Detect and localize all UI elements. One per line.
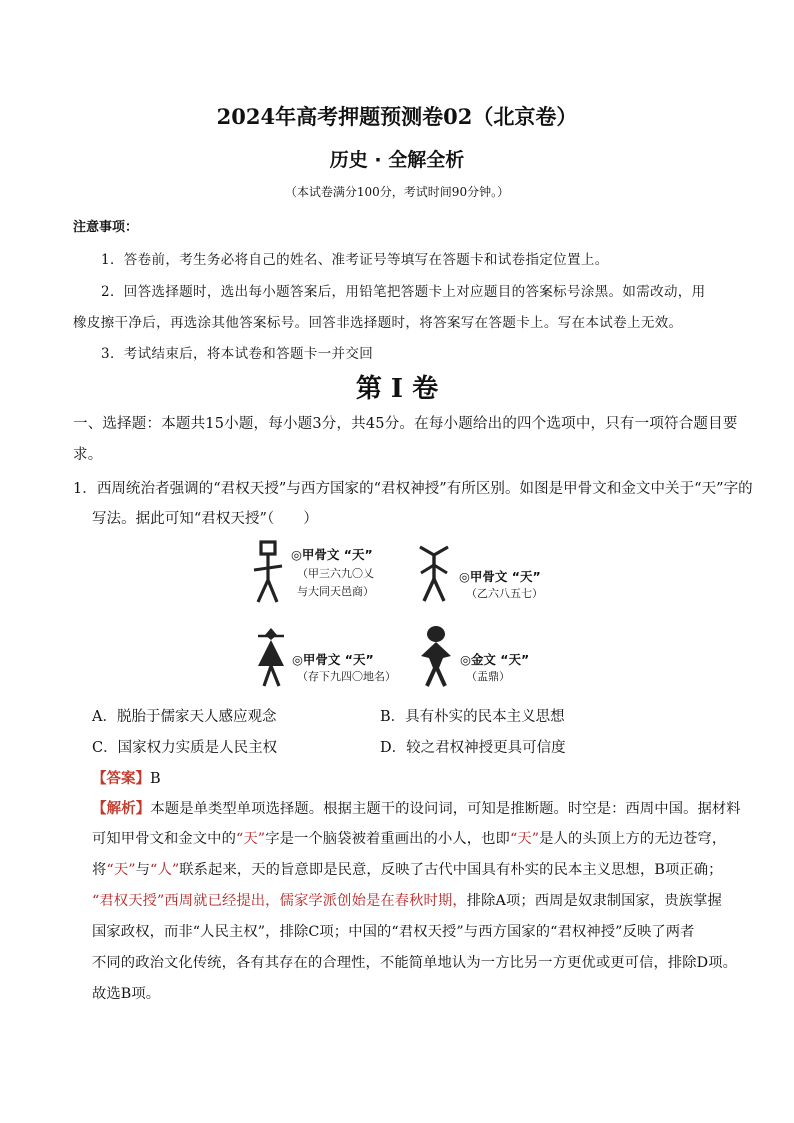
analysis-line-1: 【解析】本题是单类型单项选择题。根据主题干的设问词，可知是推断题。时空是：西周中国。据材料 bbox=[92, 800, 741, 817]
glyph-4-caption: ◎金文 “天” bbox=[460, 652, 530, 667]
glyph-4-source: （盂鼎） bbox=[466, 670, 510, 683]
analysis-line-3: 将“天”与“人”联系起来，天的旨意即是民意，反映了古代中国具有朴实的民本主义思想，B项正确； bbox=[92, 862, 723, 878]
analysis-line-6: 不同的政治文化传统，各有其存在的合理性，不能简单地认为一方比另一方更优或更可信，排除D项。 bbox=[92, 955, 738, 971]
glyph-3-caption: ◎甲骨文 “天” bbox=[292, 652, 374, 667]
page-subtitle: 历史 · 全解全析 bbox=[329, 149, 465, 171]
notes-heading: 注意事项： bbox=[73, 220, 139, 235]
oracle-bone-tian-glyph-3 bbox=[254, 626, 288, 690]
note-item-2-cont: 橡皮擦干净后，再选涂其他答案标号。回答非选择题时，将答案写在答题卡上。写在本试卷上无效。 bbox=[73, 315, 683, 331]
section-instructions: 一、选择题：本题共15小题，每小题3分，共45分。在每小题给出的四个选项中，只有一项符合题目要 bbox=[73, 416, 738, 432]
option-b[interactable]: B．具有朴实的民本主义思想 bbox=[380, 709, 565, 725]
glyph-2-source: （乙六八五七） bbox=[466, 587, 543, 600]
page-title: 2024年高考押题预测卷02（北京卷） bbox=[216, 104, 578, 129]
exam-info: （本试卷满分100分，考试时间90分钟。） bbox=[284, 185, 510, 199]
part-title: 第 I 卷 bbox=[355, 374, 439, 404]
option-d[interactable]: D．较之君权神授更具可信度 bbox=[380, 740, 566, 756]
oracle-bone-tian-glyph-2 bbox=[415, 543, 453, 605]
glyph-2-caption: ◎甲骨文 “天” bbox=[459, 569, 541, 584]
question-stem: 1．西周统治者强调的“君权天授”与西方国家的“君权神授”有所区别。如图是甲骨文和金文中关于“天”字的 bbox=[73, 481, 753, 497]
analysis-label: 【解析】 bbox=[92, 800, 151, 817]
analysis-line-2: 可知甲骨文和金文中的“天”字是一个脑袋被着重画出的小人，也即“天”是人的头顶上方的无边苍穹， bbox=[92, 831, 727, 847]
glyph-1-source-cont: 与大同天邑商） bbox=[297, 585, 374, 598]
note-item-2: 2．回答选择题时，选出每小题答案后，用铅笔把答题卡上对应题目的答案标号涂黑。如需改动，用 bbox=[101, 284, 706, 300]
note-item-1: 1．答卷前，考生务必将自己的姓名、准考证号等填写在答题卡和试卷指定位置上。 bbox=[101, 252, 609, 268]
answer-value: B bbox=[150, 771, 161, 787]
oracle-bone-tian-glyph-1 bbox=[250, 540, 286, 606]
section-instructions-cont: 求。 bbox=[73, 447, 103, 463]
bronze-tian-glyph-4 bbox=[417, 624, 455, 690]
analysis-line-4: “君权天授”西周就已经提出，儒家学派创始是在春秋时期，排除A项；西周是奴隶制国家，贵族掌握 bbox=[92, 893, 722, 909]
answer-label: 【答案】 bbox=[92, 770, 150, 787]
analysis-line-5: 国家政权，而非“人民主权”，排除C项；中国的“君权天授”与西方国家的“君权神授”反映了两者 bbox=[92, 924, 695, 940]
glyph-3-source: （存下九四〇地名） bbox=[297, 670, 396, 683]
note-item-3: 3．考试结束后，将本试卷和答题卡一并交回 bbox=[101, 346, 374, 362]
option-a[interactable]: A．脱胎于儒家天人感应观念 bbox=[92, 709, 277, 725]
glyph-1-source: （甲三六九〇乂 bbox=[297, 567, 374, 580]
option-c[interactable]: C．国家权力实质是人民主权 bbox=[92, 740, 278, 756]
analysis-line-7: 故选B项。 bbox=[92, 986, 161, 1002]
answer-line bbox=[92, 767, 161, 788]
question-stem-cont: 写法。据此可知“君权天授”（ ） bbox=[92, 511, 318, 527]
glyph-1-caption: ◎甲骨文 “天” bbox=[291, 547, 373, 562]
